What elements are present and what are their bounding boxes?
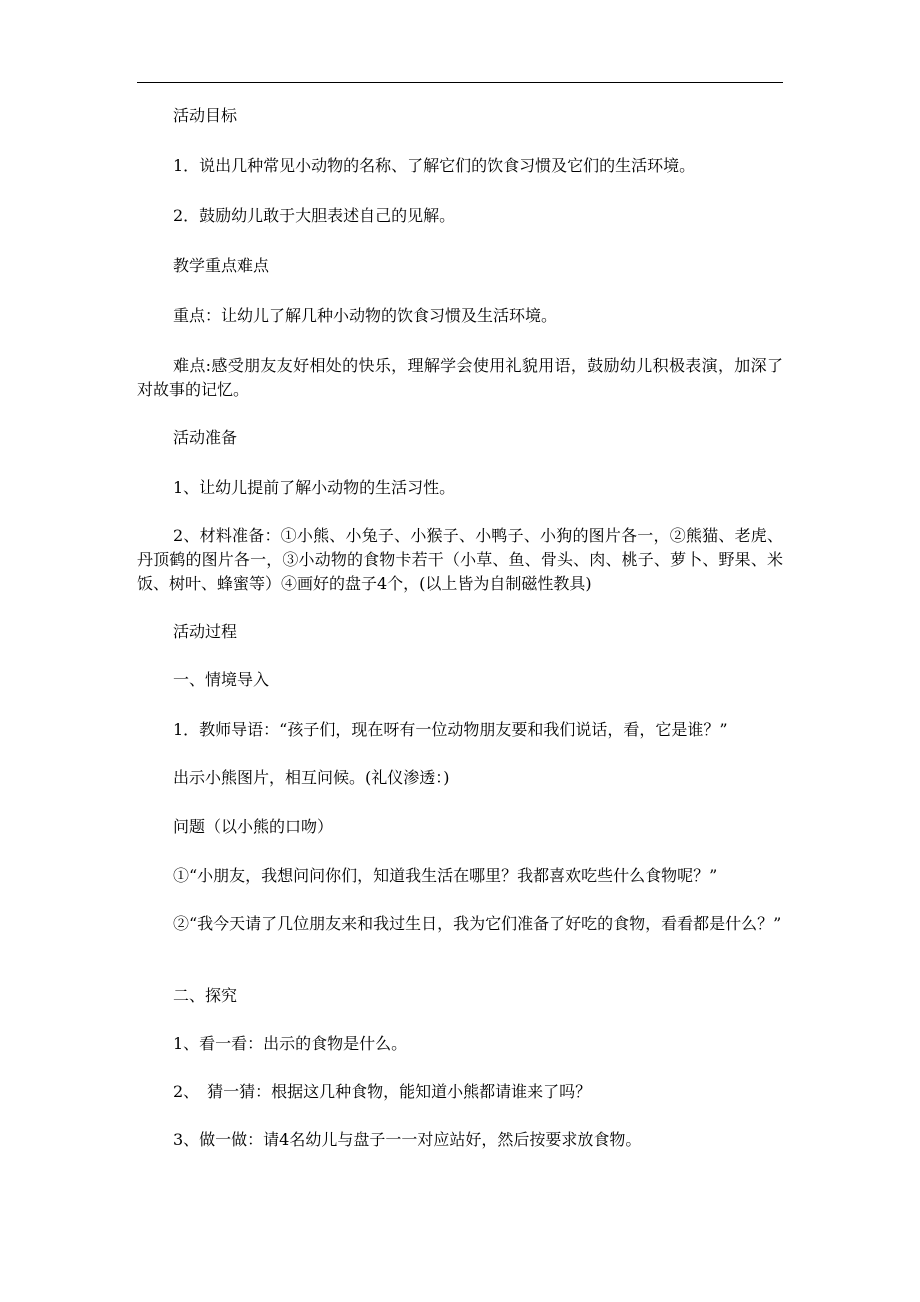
question-2: ②“我今天请了几位朋友来和我过生日，我为它们准备了好吃的食物，看看都是什么？” [173,914,782,933]
explore-step-1: 1、看一看：出示的食物是什么。 [173,1034,408,1053]
heading-process: 活动过程 [173,622,238,641]
heading-activity-goals: 活动目标 [173,106,238,125]
goal-item-2: 2．鼓励幼儿敢于大胆表述自己的见解。 [173,206,456,225]
section-explore: 二、探究 [173,986,238,1005]
heading-key-points: 教学重点难点 [173,256,270,275]
section-intro: 一、情境导入 [173,670,270,689]
goal-item-1: 1．说出几种常见小动物的名称、了解它们的饮食习惯及它们的生活环境。 [173,156,696,175]
difficult-point: 难点:感受朋友友好相处的快乐，理解学会使用礼貌用语，鼓励幼儿积极表演，加深了对故事的记忆。 [137,356,783,399]
explore-step-3: 3、做一做：请4名幼儿与盘子一一对应站好，然后按要求放食物。 [173,1130,642,1149]
header-rule [137,82,783,83]
question-1: ①“小朋友，我想问问你们，知道我生活在哪里？我都喜欢吃些什么食物呢？” [173,866,718,885]
key-point: 重点：让幼儿了解几种小动物的饮食习惯及生活环境。 [173,306,558,325]
preparation-item-1: 1、让幼儿提前了解小动物的生活习性。 [173,478,456,497]
intro-step-1: 1．教师导语：“孩子们，现在呀有一位动物朋友要和我们说话，看，它是谁？” [173,720,728,739]
explore-step-2: 2、 猜一猜：根据这几种食物，能知道小熊都请谁来了吗？ [173,1082,592,1101]
intro-question-heading: 问题（以小熊的口吻） [173,817,334,836]
intro-show-picture: 出示小熊图片，相互问候。(礼仪渗透：) [173,768,450,787]
heading-preparation: 活动准备 [173,428,238,447]
preparation-item-2: 2、材料准备：①小熊、小兔子、小猴子、小鸭子、小狗的图片各一，②熊猫、老虎、丹顶鹤的图片各一，③小动物的食物卡若干（小草、鱼、骨头、肉、桃子、萝卜、野果、米饭、树叶、蜂蜜等）④画好的盘子4个，(以上皆为自制磁性教具) [137,526,783,593]
